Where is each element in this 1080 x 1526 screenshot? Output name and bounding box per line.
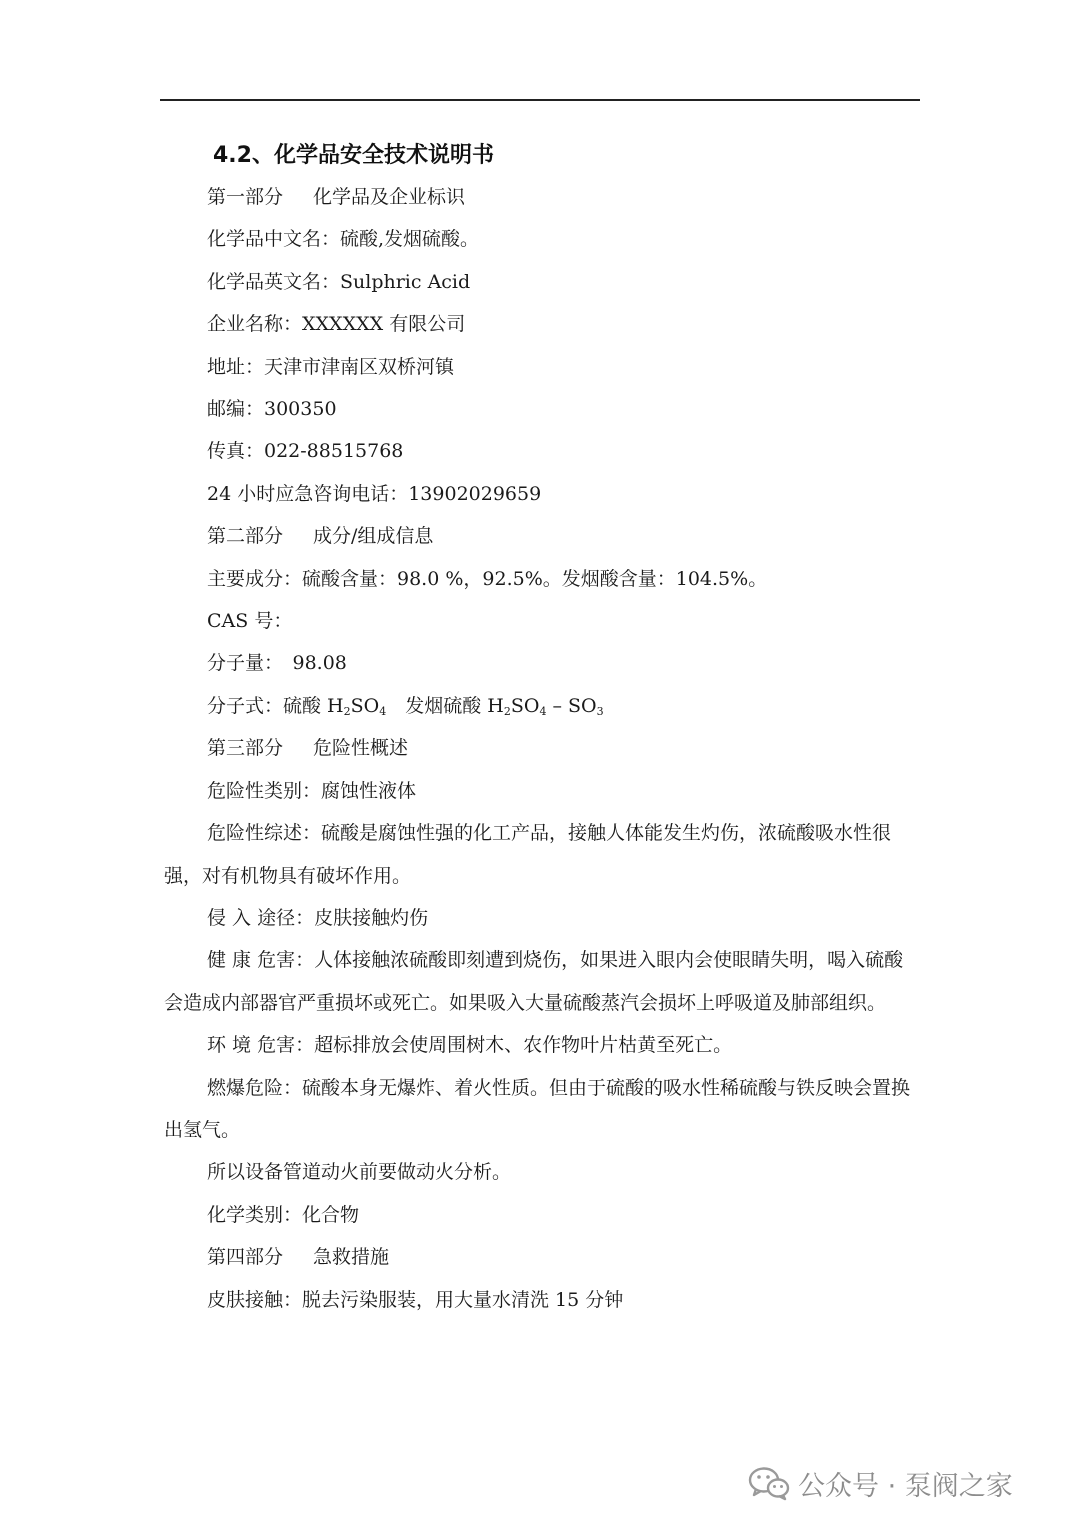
- watermark-text: 公众号 · 泵阀之家: [798, 1470, 1013, 1502]
- main-component-line: 主要成分：硫酸含量：98.0 %，92.5%。发烟酸含量：104.5%。: [207, 567, 768, 590]
- part-two-header: [164, 515, 914, 557]
- part-one-label: 第一部分: [207, 186, 284, 208]
- part-four-title: 急救措施: [313, 1246, 390, 1269]
- formula-mid: 发烟硫酸: [386, 694, 488, 717]
- part-three-title: 危险性概述: [313, 737, 409, 760]
- company-line: 企业名称：XXXXXX 有限公司: [207, 313, 466, 336]
- hot-work-line: 所以设备管道动火前要做动火分析。: [207, 1161, 512, 1184]
- molecular-weight-line: 分子量： 98.08: [207, 652, 347, 675]
- skin-contact-line: 皮肤接触：脱去污染服装，用大量水清洗 15 分钟: [207, 1288, 624, 1311]
- fax-line: 传真：022-88515768: [207, 440, 404, 463]
- environment-hazard-line: 环 境 危害：超标排放会使周围树木、农作物叶片枯黄至死亡。: [207, 1034, 733, 1057]
- chinese-name-line: 化学品中文名：硫酸,发烟硫酸。: [207, 228, 480, 251]
- formula-sub-4: 4: [379, 704, 387, 718]
- part-two-title: 成分/组成信息: [313, 525, 434, 548]
- wechat-watermark: [748, 1462, 1013, 1504]
- part-four-label: 第四部分: [207, 1246, 284, 1269]
- section-heading: 4.2、化学品安全技术说明书: [213, 143, 494, 168]
- formula-h-b: H: [487, 694, 504, 717]
- formula-h: H: [327, 694, 344, 717]
- formula-so: SO: [350, 694, 380, 717]
- hazard-summary-paragraph: 危险性综述：硫酸是腐蚀性强的化工产品，接触人体能发生灼伤，浓硫酸吸水性很强，对有机物具有破坏作用。: [164, 822, 892, 887]
- wechat-icon: [748, 1465, 790, 1501]
- formula-dash: – SO: [546, 694, 597, 717]
- part-one-header: [164, 176, 914, 218]
- formula-label: 分子式：硫酸: [207, 694, 328, 717]
- part-three-label: 第三部分: [207, 737, 284, 760]
- hazard-class-line: 危险性类别：腐蚀性液体: [207, 779, 417, 802]
- formula-sub-3: 3: [596, 704, 604, 718]
- part-three-header: [164, 727, 914, 769]
- cas-line: CAS 号：: [207, 610, 293, 633]
- address-line: 地址：天津市津南区双桥河镇: [207, 355, 455, 378]
- chemical-category-line: 化学类别：化合物: [207, 1203, 360, 1226]
- formula-sub-2: 2: [343, 704, 351, 718]
- english-name-line: 化学品英文名：Sulphric Acid: [207, 270, 471, 293]
- entry-route-line: 侵 入 途径：皮肤接触灼伤: [207, 906, 429, 929]
- fire-hazard-paragraph: 燃爆危险：硫酸本身无爆炸、着火性质。但由于硫酸的吸水性稀硫酸与铁反映会置换出氢气。: [164, 1076, 911, 1141]
- formula-sub-4-b: 4: [539, 704, 547, 718]
- formula-sub-2-b: 2: [503, 704, 511, 718]
- hotline-line: 24 小时应急咨询电话：13902029659: [207, 482, 542, 505]
- header-rule: [160, 99, 920, 101]
- part-two-label: 第二部分: [207, 525, 284, 548]
- health-hazard-paragraph: 健 康 危害：人体接触浓硫酸即刻遭到烧伤，如果进入眼内会使眼睛失明，喝入硫酸会造成内部器官严重损坏或死亡。如果吸入大量硫酸蒸汽会损坏上呼吸道及肺部组织。: [164, 949, 904, 1014]
- postcode-line: 邮编：300350: [207, 398, 337, 421]
- document-body: [164, 176, 914, 1321]
- formula-line: [164, 685, 914, 727]
- part-four-header: [164, 1236, 914, 1278]
- part-one-title: 化学品及企业标识: [313, 186, 466, 208]
- formula-so-b: SO: [510, 694, 540, 717]
